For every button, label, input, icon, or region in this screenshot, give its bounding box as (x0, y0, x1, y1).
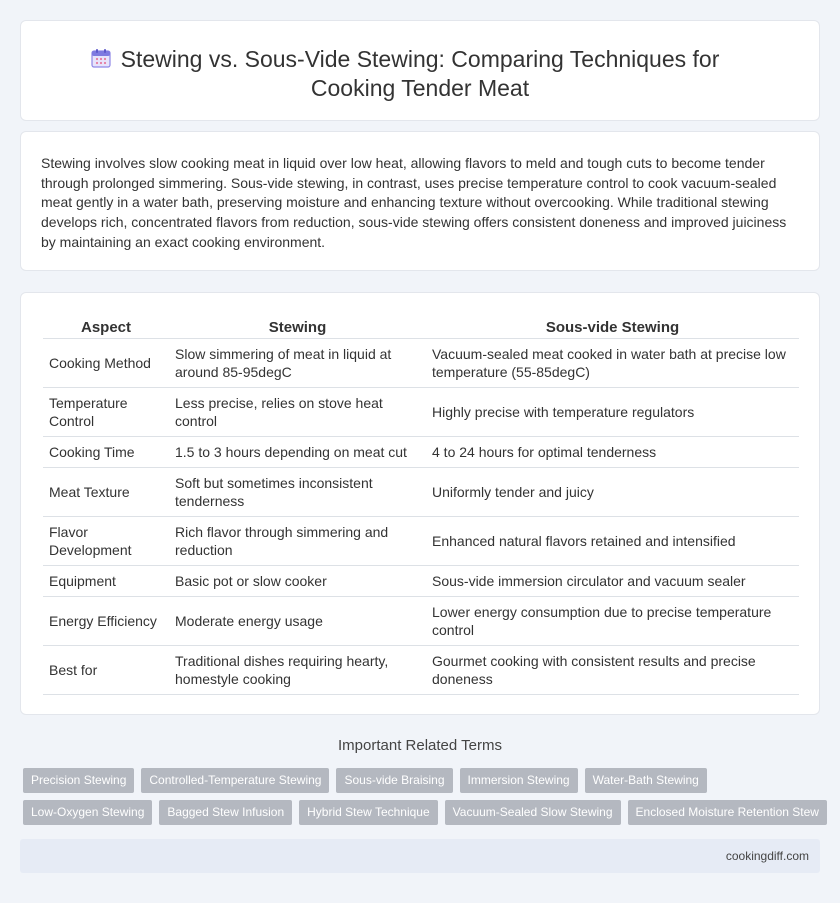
table-cell-stewing: 1.5 to 3 hours depending on meat cut (169, 436, 426, 467)
table-cell-aspect: Cooking Method (43, 338, 169, 387)
table-cell-stewing: Rich flavor through simmering and reduction (169, 516, 426, 565)
table-row (43, 387, 799, 436)
footer-site-link[interactable]: cookingdiff.com (725, 849, 809, 863)
table-cell-stewing: Soft but sometimes inconsistent tenderness (169, 467, 426, 516)
table-cell-aspect: Meat Texture (43, 467, 169, 516)
table-cell-aspect: Equipment (43, 565, 169, 596)
related-terms-title: Important Related Terms (338, 737, 502, 754)
table-cell-stewing: Traditional dishes requiring hearty, homestyle cooking (169, 645, 426, 694)
table-cell-sous-vide: Gourmet cooking with consistent results and precise doneness (426, 645, 799, 694)
table-row (43, 516, 799, 565)
tag-row (23, 800, 823, 825)
table-cell-aspect: Best for (43, 645, 169, 694)
intro-card (20, 131, 820, 271)
column-header-aspect: Aspect (43, 314, 169, 338)
table-cell-sous-vide: Highly precise with temperature regulators (426, 387, 799, 436)
related-term-tag[interactable]: Sous-vide Braising (336, 768, 452, 793)
table-row (43, 467, 799, 516)
table-cell-aspect: Cooking Time (43, 436, 169, 467)
table-cell-stewing: Less precise, relies on stove heat control (169, 387, 426, 436)
table-cell-sous-vide: Vacuum-sealed meat cooked in water bath at precise low temperature (55-85degC) (426, 338, 799, 387)
table-cell-aspect: Energy Efficiency (43, 596, 169, 645)
table-cell-sous-vide: Lower energy consumption due to precise temperature control (426, 596, 799, 645)
page-title (21, 45, 819, 103)
related-term-tag[interactable]: Hybrid Stew Technique (299, 800, 438, 825)
table-row (43, 338, 799, 387)
related-term-tag[interactable]: Water-Bath Stewing (585, 768, 707, 793)
table-row (43, 645, 799, 694)
column-header-sous-vide: Sous-vide Stewing (426, 314, 799, 338)
related-terms-list (23, 768, 823, 832)
footer-bar (20, 839, 820, 873)
page-title-line-1: Stewing vs. Sous-Vide Stewing: Comparing Techniques for (120, 46, 720, 72)
related-term-tag[interactable]: Bagged Stew Infusion (159, 800, 292, 825)
related-term-tag[interactable]: Immersion Stewing (460, 768, 578, 793)
table-cell-sous-vide: Enhanced natural flavors retained and intensified (426, 516, 799, 565)
table-row (43, 565, 799, 596)
table-cell-stewing: Moderate energy usage (169, 596, 426, 645)
table-cell-sous-vide: 4 to 24 hours for optimal tenderness (426, 436, 799, 467)
related-term-tag[interactable]: Low-Oxygen Stewing (23, 800, 152, 825)
related-term-tag[interactable]: Enclosed Moisture Retention Stew (628, 800, 827, 825)
table-cell-stewing: Slow simmering of meat in liquid at around 85-95degC (169, 338, 426, 387)
comparison-card (20, 292, 820, 715)
table-row (43, 596, 799, 645)
related-term-tag[interactable]: Precision Stewing (23, 768, 134, 793)
related-term-tag[interactable]: Controlled-Temperature Stewing (141, 768, 329, 793)
tag-row (23, 768, 823, 793)
intro-paragraph: Stewing involves slow cooking meat in liquid over low heat, allowing flavors to meld and tough cuts to become tender through prolonged simmering. Sous-vide stewing, in contrast, uses precise temperature control to cook vacuum-sealed meat gently in a water bath, preserving moisture and enhancing texture without overcooking. While traditional stewing develops rich, concentrated flavors from reduction, sous-vide stewing offers consistent doneness and improved juiciness by maintaining an exact cooking environment. (41, 155, 787, 250)
table-cell-sous-vide: Uniformly tender and juicy (426, 467, 799, 516)
header-card (20, 20, 820, 121)
table-cell-aspect: Temperature Control (43, 387, 169, 436)
table-cell-sous-vide: Sous-vide immersion circulator and vacuum sealer (426, 565, 799, 596)
column-header-stewing: Stewing (169, 314, 426, 338)
table-cell-aspect: Flavor Development (43, 516, 169, 565)
table-header-row (43, 314, 799, 338)
comparison-table (43, 314, 799, 695)
page-title-line-2: Cooking Tender Meat (310, 75, 530, 101)
related-term-tag[interactable]: Vacuum-Sealed Slow Stewing (445, 800, 621, 825)
table-row (43, 436, 799, 467)
table-cell-stewing: Basic pot or slow cooker (169, 565, 426, 596)
